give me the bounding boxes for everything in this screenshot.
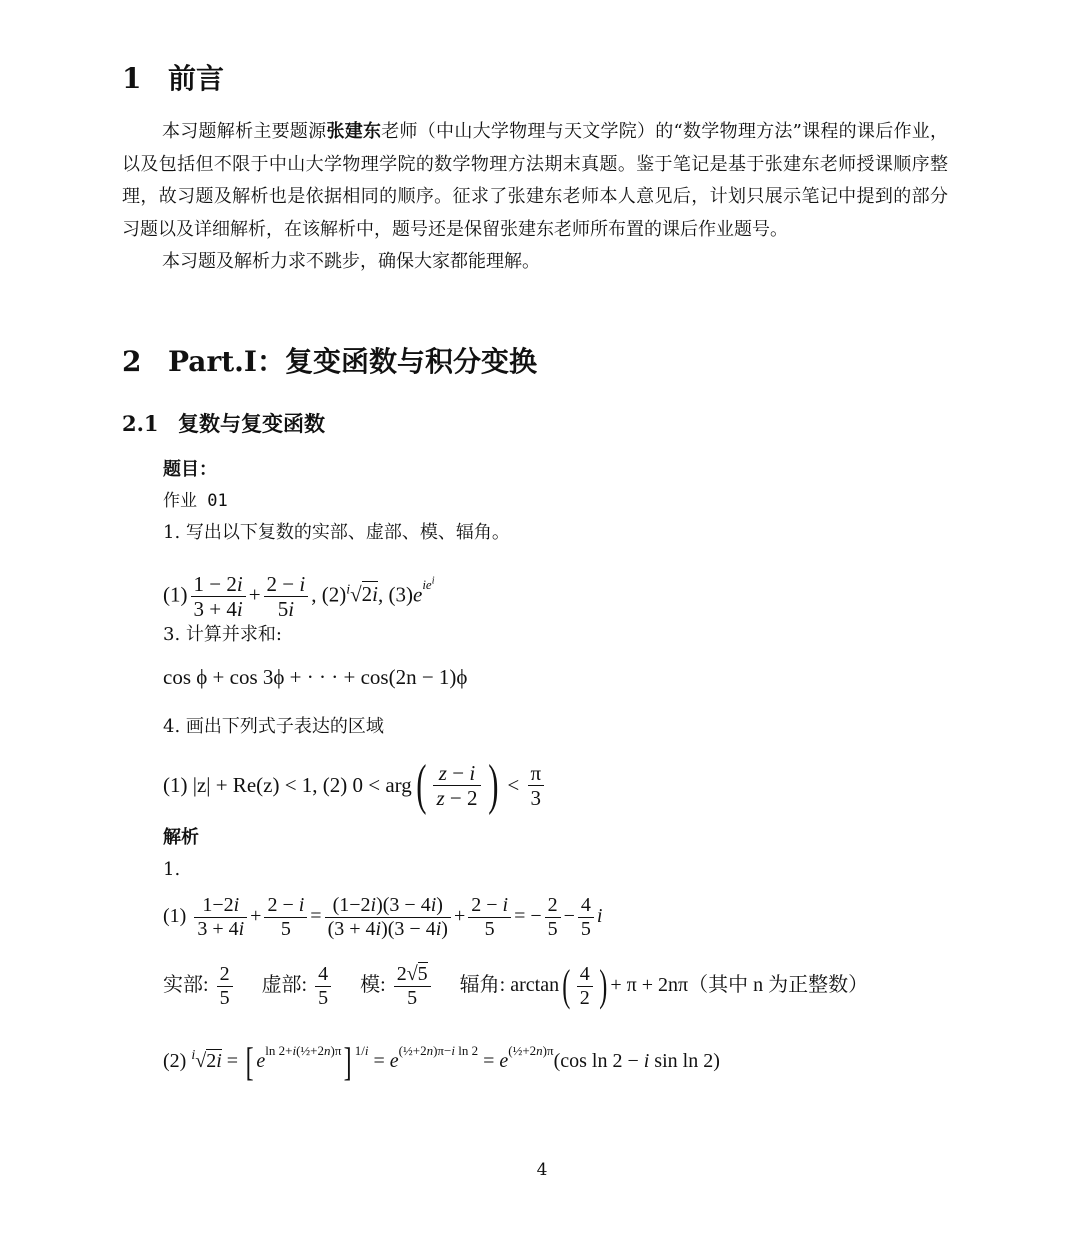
real-part-label: 实部: [163,974,209,996]
solution-1-derivation: (1) $\frac{1-2i}{3 + 4i}$ + $\frac{2 - i}{5}$ = $\frac{(1-2i)(3 - 4i)}{(3 + 4i)(3 - 4i)}$ + $\frac{2 - i}{5}$ = − $\frac{2}{5}$ − $\frac{4}{5}$ i [163,893,603,940]
problems-heading: 题目： [163,459,217,480]
imag-part-label: 虚部: [261,974,308,996]
section-2-heading [122,345,537,379]
solution-1-results: 实部: $\frac{2}{5}$ 虚部: $\frac{4}{5}$ 模: $\frac{2√5}{5}$ 辐角: arctan( $\frac{4}{2}$ ) + π + 2nπ（其中 n 为正整数） [163,961,869,1011]
question-3-expression: cos ϕ + cos 3ϕ + · · · + cos(2n − 1)ϕ [163,665,468,689]
section-number: 1 [122,62,142,95]
fraction: $\frac{2 - i}{5i}$ [264,572,309,621]
intro-paragraphs [122,116,948,279]
question-3: 3. 计算并求和: [163,624,282,645]
solution-2-derivation: (2) $^i$√2i = [ $e^{ln 2+i(\frac{1}{2}+2n)\pi}$] $^{1/i} = e^{(\frac{1}{2}+2n)\pi-i ln 2} = e^{(\frac{1}{2}+2n)\pi}(\cos$ ln 2 − i sin ln 2) [163,1039,720,1085]
author-name: 张建东 [326,121,382,142]
intro-paragraph-2: 本习题及解析力求不跳步，确保大家都能理解。 [162,251,540,272]
argument-tail: + π + 2nπ（其中 n 为正整数） [610,974,869,996]
question-4-expression: (1) |z| + Re(z) < 1, (2) 0 < arg( $\frac{z - i}{z - 2}$ ) < $\frac{\pi}{3}$ [163,750,547,818]
section-title: Part.I：复变函数与积分变换 [168,345,537,378]
intro-paragraph-1: 本习题解析主要题源张建东老师（中山大学物理与天文学院）的“数学物理方法”课程的课后作业，以及包括但不限于中山大学物理学院的数学物理方法期末真题。鉴于笔记是基于张建东老师授课顺序整理，故习题及解析也是依据相同的顺序。征求了张建东老师本人意见后，计划只展示笔记中提到的部分习题以及详细解析，在该解析中，题号还是保留张建东老师所布置的课后作业题号。 [122,121,949,240]
subsection-heading [122,411,325,437]
solution-item-number: 1. [163,859,181,880]
fraction: $\frac{z - i}{z - 2}$ [433,761,480,810]
solution-heading: 解析 [163,827,199,848]
question-1: 1. 写出以下复数的实部、虚部、模、辐角。 [163,522,510,543]
fraction: $\frac{1 - 2i}{3 + 4i}$ [191,572,246,621]
subsection-title: 复数与复变函数 [178,411,325,436]
section-title: 前言 [168,62,225,95]
section-1-heading [122,62,224,96]
section-number: 2 [122,345,142,378]
subsection-number: 2.1 [122,411,159,436]
question-1-expression: (1) $\frac{1 - 2i}{3 + 4i}$ + $\frac{2 - i}{5i}$ , $(2)^i√2i$, $(3)e^{ie^i}$ [163,571,435,622]
modulus-label: 模: [360,974,386,996]
page-number: 4 [536,1160,548,1180]
question-4: 4. 画出下列式子表达的区域 [163,716,384,737]
argument-label: 辐角: arctan [459,974,560,996]
homework-label: 作业 01 [163,491,228,511]
fraction: $\frac{\pi}{3}$ [528,761,545,810]
